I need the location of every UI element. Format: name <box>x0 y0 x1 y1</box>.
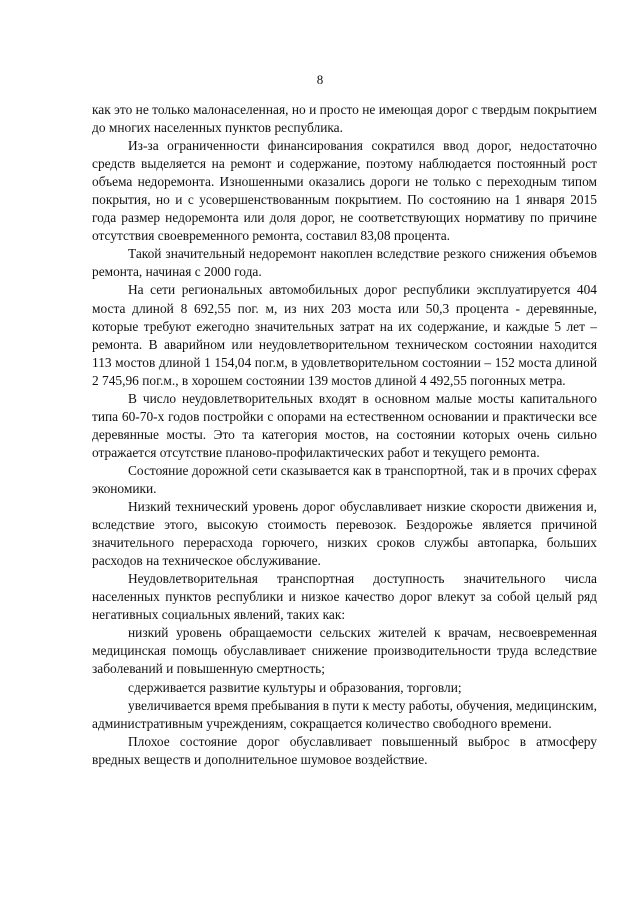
document-body <box>92 101 597 769</box>
list-item-culture: сдерживается развитие культуры и образования, торговли; <box>128 679 462 695</box>
paragraph-network-impact: Состояние дорожной сети сказывается как в транспортной, так и в прочих сферах экономики. <box>92 462 597 496</box>
paragraph-funding: Из-за ограниченности финансирования сократился ввод дорог, недостаточно средств выделяется на ремонт и содержание, поэтому наблюдается постоянный рост объема недоремонта. Изношенными оказались дороги не только с переходным типом покрытия, но и с усовершенствованным покрытием. По состоянию на 1 января 2015 года размер недоремонта или доля дорог, не соответствующих нормативу по причине отсутствия своевременного ремонта, составил 83,08 процента. <box>92 138 597 244</box>
paragraph-continuation: как это не только малонаселенная, но и просто не имеющая дорог с твердым покрытием до многих населенных пунктов республика. <box>92 102 597 136</box>
page-number: 8 <box>316 72 324 87</box>
paragraph-emissions: Плохое состояние дорог обуславливает повышенный выброс в атмосферу вредных веществ и дополнительное шумовое воздействие. <box>92 733 597 767</box>
paragraph-low-speeds: Низкий технический уровень дорог обуславливает низкие скорости движения и, вследствие этого, высокую стоимость перевозок. Бездорожье является причиной значительного перерасхода горючего, низких сроков службы автопарка, больших расходов на техническое обслуживание. <box>92 499 597 569</box>
paragraph-bridges: На сети региональных автомобильных дорог республики эксплуатируется 404 моста длиной 8 692,55 пог. м, из них 203 моста или 50,3 процента - деревянные, которые требуют ежегодно значительных затрат на их содержание, и каждые 5 лет – ремонта. В аварийном или неудовлетворительном техническом состоянии находится 113 мостов длиной 1 154,04 пог.м, в удовлетворительном состоянии – 152 моста длиной 2 745,96 пог.м., в хорошем состоянии 139 мостов длиной 4 492,55 погонных метра. <box>92 282 597 388</box>
list-item-healthcare: низкий уровень обращаемости сельских жителей к врачам, несвоевременная медицинская помощь обуславливает снижение производительности труда вследствие заболеваний и повышенную смертность; <box>92 625 597 677</box>
paragraph-bridge-condition: В число неудовлетворительных входят в основном малые мосты капитального типа 60-70-х годов постройки с опорами на естественном основании и практически все деревянные мосты. Это та категория мостов, на состоянии которых очень сильно отражается отсутствие планово-профилактических работ и текущего ремонта. <box>92 390 597 460</box>
paragraph-repair-backlog: Такой значительный недоремонт накоплен вследствие резкого снижения объемов ремонта, начиная с 2000 года. <box>92 246 597 280</box>
paragraph-social-effects: Неудовлетворительная транспортная доступность значительного числа населенных пунктов республики и низкое качество дорог влекут за собой целый ряд негативных социальных явлений, таких как: <box>92 571 597 623</box>
list-item-travel-time: увеличивается время пребывания в пути к месту работы, обучения, медицинским, административным учреждениям, сокращается количество свободного времени. <box>92 697 598 731</box>
